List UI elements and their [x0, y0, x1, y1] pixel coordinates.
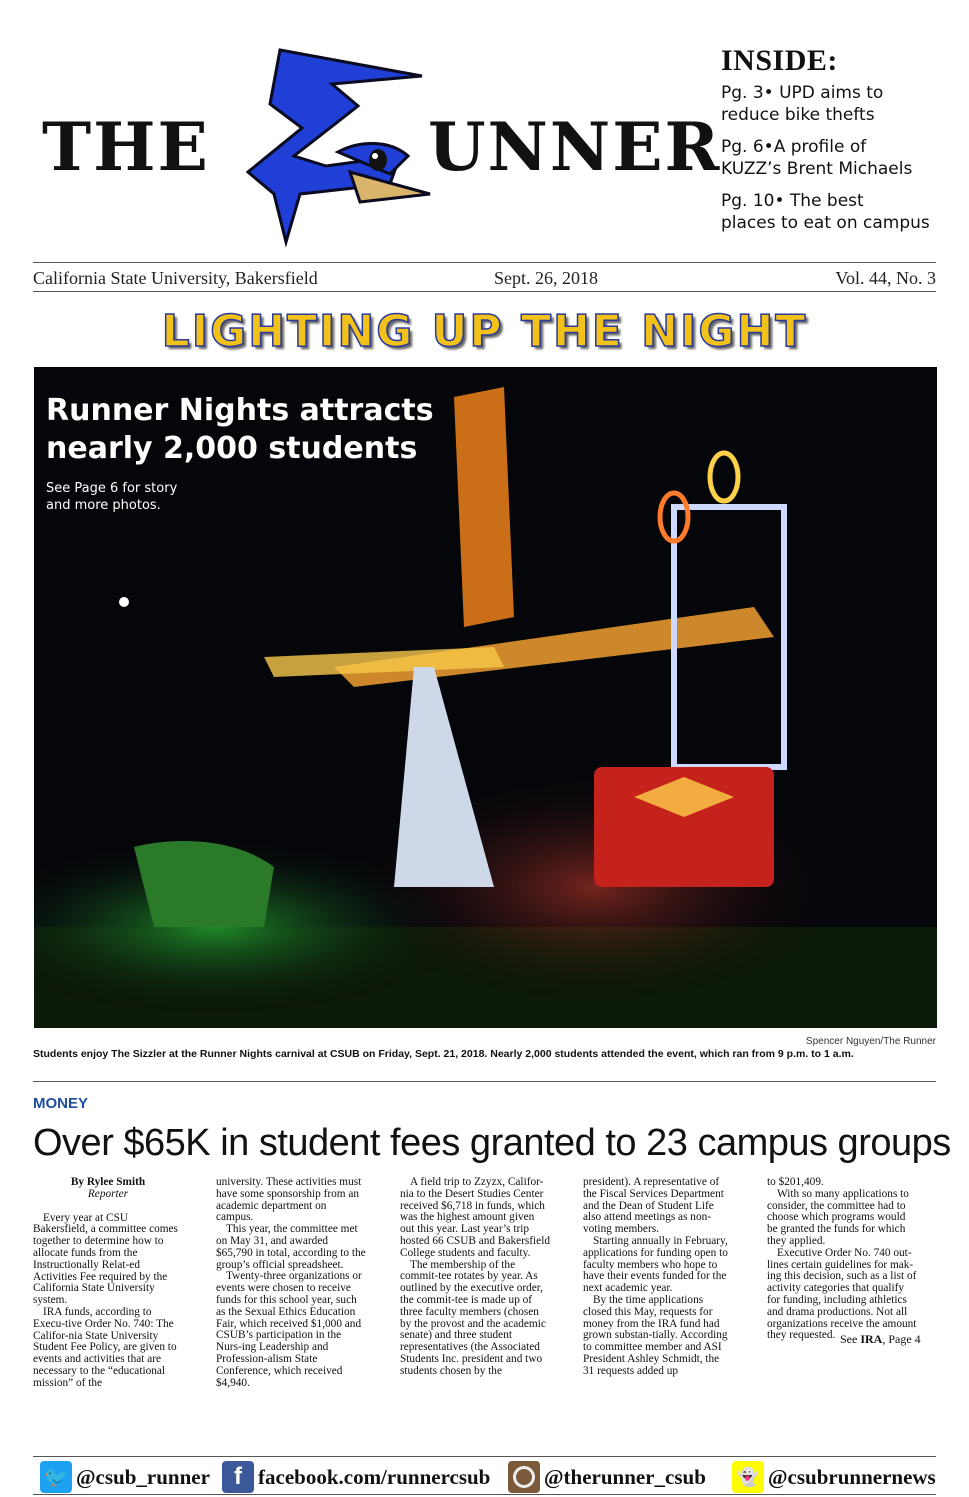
runner-bird-logo [240, 44, 440, 254]
bird-eye [369, 149, 387, 171]
instagram-icon [508, 1461, 540, 1493]
issue-date: Sept. 26, 2018 [494, 268, 599, 288]
story-column-4: president). A representative of the Fiscal Services Department and the Dean of Student Life also attend meetings as non-voting members. Starting annually in February, applications for funding open to faculty members who hope to have their events funded for the next academic year. By the time applications closed this May, requests for money from the IRA fund had grown substan-tially. According to committee member and ASI President Ashley Schmidt, the 31 requests added up [583, 1176, 728, 1377]
photo-caption: Students enjoy The Sizzler at the Runner Nights carnival at CSUB on Friday, Sept. 21, 2018. Nearly 2,000 students attended the event, which ran from 9 p.m. to 1 a.m. [33, 1048, 854, 1060]
photo-credit: Spencer Nguyen/The Runner [805, 1036, 936, 1047]
inside-item-3[interactable]: Pg. 10• The best places to eat on campus [721, 191, 930, 233]
masthead-word-the: THE [42, 108, 210, 186]
feature-banner: LIGHTING UP THE NIGHT [161, 306, 808, 357]
story-jump[interactable]: See IRA, Page 4 [840, 1332, 921, 1346]
social-facebook[interactable]: f facebook.com/runnercsub [222, 1461, 490, 1493]
bird-crest [248, 50, 422, 242]
story-column-3: A field trip to Zzyzx, Califor-nia to the Desert Studies Center received $6,718 in funds, which was the highest amount given out this year. Last year’s trip hosted 66 CSUB and Bakersfield College students and faculty. The membership of the commit-tee rotates by year. As outlined by the executive order, the commit-tee is made up of three faculty members (chosen by the provost and the academic senate) and three student representatives (the Associated Students Inc. president and two students chosen by the [400, 1176, 550, 1377]
byline-role: Reporter [87, 1187, 129, 1200]
inside-item-2[interactable]: Pg. 6•A profile of KUZZ’s Brent Michaels [721, 137, 913, 179]
photo-subhead[interactable]: See Page 6 for story and more photos. [46, 481, 178, 513]
story-headline[interactable]: Over $65K in student fees granted to 23 campus groups [33, 1122, 951, 1164]
story-column-2: university. These activities must have some sponsorship from an academic department on campus. This year, the committee met on May 31, and awarded $65,790 in total, according to the group’s official spreadsheet. Twenty-three organizations or events were chosen to receive funds for this school year, such as the Sexual Ethics Education Fair, which received $1,000 and CSUB’s participation in the Nurs-ing Leadership and Profession-alism State Conference, which received $4,940. [216, 1176, 366, 1389]
masthead-rule [33, 262, 936, 263]
footer-rule-top [33, 1456, 936, 1457]
photo-headline: Runner Nights attracts nearly 2,000 students [46, 393, 434, 466]
footer-rule-bottom [33, 1494, 936, 1495]
section-rule [33, 1081, 936, 1082]
twitter-icon: 🐦 [40, 1461, 72, 1493]
inside-title: INSIDE: [721, 44, 838, 77]
social-instagram[interactable]: @therunner_csub [508, 1461, 706, 1493]
snapchat-icon: 👻 [732, 1461, 764, 1493]
story-column-5: to $201,409. With so many applications to consider, the committee had to choose which programs would be granted the funds for which they applied. Executive Order No. 740 out-lines certain guidelines for mak-ing this decision, such as a list of activity categories that qualify for funding, including athletics and drama productions. Not all organizations receive the amount they requested. [767, 1176, 917, 1342]
dateline-rule [33, 291, 936, 292]
social-snapchat[interactable]: 👻 @csubrunnernews [732, 1461, 936, 1493]
issue-volume: Vol. 44, No. 3 [835, 268, 936, 288]
byline: By Rylee Smith [70, 1176, 146, 1188]
masthead-word-unner: UNNER [428, 108, 722, 186]
school-name: California State University, Bakersfield [33, 268, 318, 288]
section-label[interactable]: MONEY [33, 1095, 89, 1112]
facebook-icon: f [222, 1461, 254, 1493]
story-column-1: By Rylee Smith Reporter Every year at CSU Bakersfield, a committee comes together to determine how to allocate funds from the Instructionally Relat-ed Activities Fee required by the California State University system. IRA funds, according to Execu-tive Order No. 740: The Califor-nia State University Student Fee Policy, are given to events and activities that are necessary to the “educational mission” of the [33, 1177, 183, 1390]
social-twitter[interactable]: 🐦 @csub_runner [40, 1461, 210, 1493]
inside-item-1[interactable]: Pg. 3• UPD aims to reduce bike thefts [721, 83, 884, 125]
